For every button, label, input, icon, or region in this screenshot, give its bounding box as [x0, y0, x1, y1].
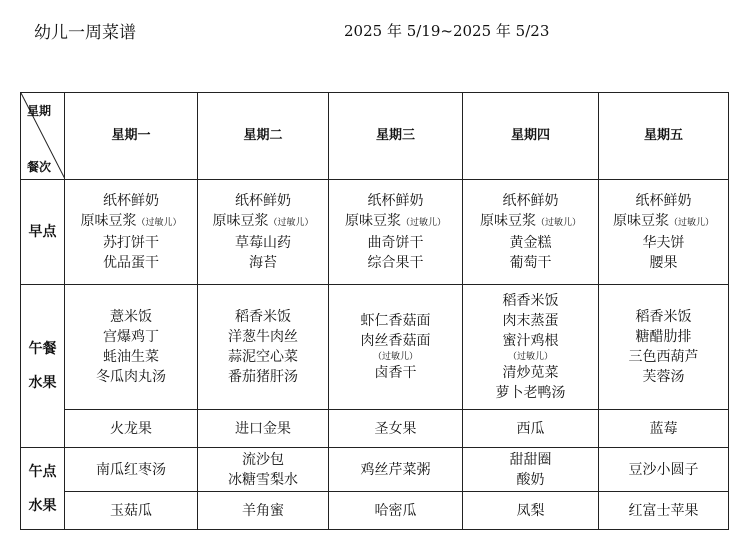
breakfast-cell-mon: [65, 180, 198, 285]
lunch-cell-mon: [65, 285, 198, 410]
allergy-note: （过敏儿）: [268, 218, 314, 228]
menu-item: 薏米饭: [110, 309, 152, 325]
breakfast-cell-thu: [463, 180, 599, 285]
menu-item: 华夫饼: [642, 235, 685, 251]
lunch-fruit-wed: 圣女果: [329, 410, 463, 448]
menu-item: 冬瓜肉丸汤: [96, 369, 166, 385]
snack-row: [21, 448, 729, 492]
lunch-cell-fri: [599, 285, 729, 410]
menu-item: 原味豆浆: [80, 213, 137, 229]
corner-label-meal: 餐次: [27, 160, 52, 174]
menu-item: 曲奇饼干: [367, 235, 424, 251]
menu-item: 原味豆浆: [479, 213, 536, 229]
menu-item: 原味豆浆: [212, 213, 269, 229]
menu-item: 卤香干: [374, 365, 417, 381]
menu-item: 稻香米饭: [502, 293, 559, 309]
menu-item: 南瓜红枣汤: [96, 461, 166, 478]
menu-item: 蒜泥空心菜: [228, 349, 298, 365]
menu-item: 葡萄干: [509, 255, 552, 271]
day-header-wed: 星期三: [329, 93, 463, 180]
menu-item: 稻香米饭: [235, 309, 291, 325]
menu-item: 纸杯鲜奶: [502, 193, 559, 209]
breakfast-cell-fri: [599, 180, 729, 285]
snack-fruit-wed: 哈密瓜: [329, 492, 463, 530]
snack-fruit-row: [21, 492, 729, 530]
snack-cell-mon: [65, 448, 198, 492]
menu-item: 纸杯鲜奶: [367, 193, 424, 209]
lunch-fruit-thu: 西瓜: [463, 410, 599, 448]
menu-item: 综合果干: [367, 255, 424, 271]
menu-item: 萝卜老鸭汤: [495, 385, 566, 401]
allergy-note: （过敏儿）: [668, 218, 714, 228]
day-header-mon: 星期一: [65, 93, 198, 180]
page-title: 幼儿一周菜谱: [34, 23, 136, 43]
lunch-fruit-tue: 进口金果: [198, 410, 329, 448]
lunch-cell-thu: [463, 285, 599, 410]
menu-item: 芙蓉汤: [642, 369, 685, 385]
allergy-note: （过敏儿）: [535, 218, 581, 228]
meal-label-breakfast: 早点: [21, 180, 65, 285]
menu-item: 苏打饼干: [103, 235, 159, 251]
snack-fruit-thu: 凤梨: [463, 492, 599, 530]
lunch-fruit-row: [21, 410, 729, 448]
lunch-fruit-fri: 蓝莓: [599, 410, 729, 448]
lunch-cell-wed: [329, 285, 463, 410]
meal-label-lunch: 午餐: [28, 341, 57, 357]
allergy-note: （过敏儿）: [372, 352, 418, 362]
lunch-row: [21, 285, 729, 410]
menu-item: 腰果: [649, 255, 678, 271]
allergy-note: （过敏儿）: [507, 352, 553, 362]
menu-item: 纸杯鲜奶: [103, 193, 159, 209]
menu-item: 蜜汁鸡根: [502, 333, 559, 349]
date-range: 2025 年 5/19~2025 年 5/23: [344, 22, 550, 40]
menu-item: 纸杯鲜奶: [635, 193, 692, 209]
snack-cell-thu: [463, 448, 599, 492]
corner-label-weekday: 星期: [27, 104, 52, 118]
menu-item: 虾仁香菇面: [360, 313, 431, 329]
menu-item: 海苔: [249, 255, 277, 271]
meal-label-snack-cell: [21, 448, 65, 530]
snack-fruit-fri: 红富士苹果: [599, 492, 729, 530]
menu-item: 草莓山药: [235, 235, 291, 251]
menu-item: 洋葱牛肉丝: [228, 329, 298, 345]
meal-label-snack: 午点: [28, 463, 57, 480]
day-header-fri: 星期五: [599, 93, 729, 180]
menu-item: 鸡丝芹菜粥: [360, 461, 431, 478]
menu-item: 甜甜圈: [509, 451, 552, 468]
menu-item: 肉丝香菇面: [360, 333, 431, 349]
menu-item: 豆沙小圆子: [628, 461, 699, 478]
menu-item: 蚝油生菜: [103, 349, 159, 365]
meal-label-lunch-cell: [21, 285, 65, 448]
corner-cell: [21, 93, 65, 180]
menu-item: 冰糖雪梨水: [228, 471, 298, 488]
lunch-cell-tue: [198, 285, 329, 410]
breakfast-cell-wed: [329, 180, 463, 285]
menu-item: 原味豆浆: [344, 213, 401, 229]
breakfast-cell-tue: [198, 180, 329, 285]
menu-item: 宫爆鸡丁: [103, 329, 159, 345]
meal-label-snack-fruit: 水果: [28, 497, 57, 514]
menu-item: 纸杯鲜奶: [235, 193, 291, 209]
day-header-tue: 星期二: [198, 93, 329, 180]
meal-label-lunch-fruit: 水果: [28, 375, 57, 391]
day-header-thu: 星期四: [463, 93, 599, 180]
lunch-fruit-mon: 火龙果: [65, 410, 198, 448]
menu-item: 流沙包: [242, 451, 284, 468]
weekly-menu-table: [20, 92, 729, 530]
menu-item: 优品蛋干: [103, 255, 159, 271]
header-row: [21, 93, 729, 180]
allergy-note: （过敏儿）: [400, 218, 446, 228]
snack-cell-wed: [329, 448, 463, 492]
snack-cell-fri: [599, 448, 729, 492]
menu-item: 酸奶: [516, 471, 545, 488]
snack-fruit-tue: 羊角蜜: [198, 492, 329, 530]
menu-item: 三色西葫芦: [628, 349, 699, 365]
menu-item: 原味豆浆: [612, 213, 669, 229]
menu-item: 稻香米饭: [635, 309, 692, 325]
snack-cell-tue: [198, 448, 329, 492]
menu-item: 糖醋肋排: [635, 329, 692, 345]
allergy-note: （过敏儿）: [136, 218, 182, 228]
menu-item: 肉末蒸蛋: [502, 313, 559, 329]
menu-item: 清炒苋菜: [502, 365, 559, 381]
breakfast-row: [21, 180, 729, 285]
snack-fruit-mon: 玉菇瓜: [65, 492, 198, 530]
menu-item: 黄金糕: [509, 235, 552, 251]
menu-item: 番茄猪肝汤: [228, 369, 298, 385]
